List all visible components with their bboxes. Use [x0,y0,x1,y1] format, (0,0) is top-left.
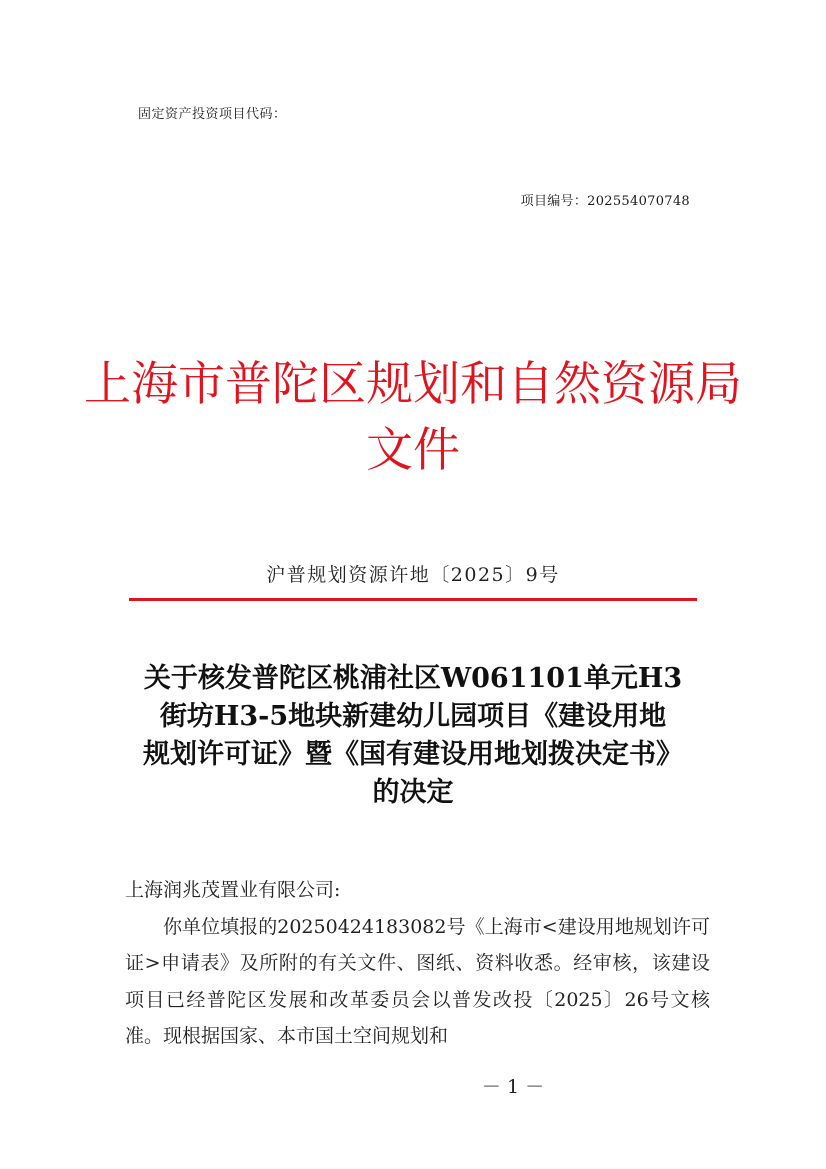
agency-title-line2: 文件 [366,423,460,478]
document-number: 沪普规划资源许地〔2025〕9号 [266,564,560,586]
agency-title-line1: 上海市普陀区规划和自然资源局 [84,357,742,412]
fixed-asset-code-label: 固定资产投资项目代码： [138,107,287,122]
agency-title [0,352,826,484]
body-paragraph: 你单位填报的20250424183082号《上海市<建设用地规划许可证>申请表》及所附的有关文件、图纸、资料收悉。经审核，该建设项目已经普陀区发展和改革委员会以普发改投〔2025〕26号文核准。现根据国家、本市国土空间规划和 [125,915,710,1047]
subject-line3: 规划许可证》暨《国有建设用地划拨决定书》 [143,739,683,770]
subject-line1: 关于核发普陀区桃浦社区W061101单元H3 [143,663,683,694]
project-number: 项目编号：202554070748 [520,194,690,209]
subject-title [110,660,716,812]
page-number: － 1 － [481,1076,545,1098]
addressee: 上海润兆茂置业有限公司: [125,879,341,901]
body-text [125,872,710,1055]
red-divider-rule [129,598,697,601]
subject-line4: 的决定 [372,777,454,808]
subject-line2: 街坊H3-5地块新建幼儿园项目《建设用地 [159,701,667,732]
